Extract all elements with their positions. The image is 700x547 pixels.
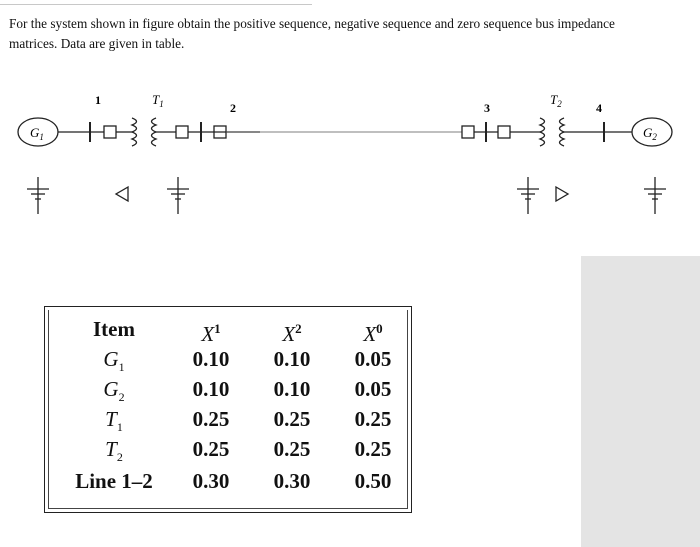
ground-g1-icon [27, 177, 49, 214]
bus-2-label: 2 [230, 101, 236, 115]
table-row [49, 374, 407, 404]
row-x2: 0.10 [273, 377, 311, 401]
header-x2: $X^2$ [282, 321, 302, 346]
row-x1: 0.25 [192, 407, 230, 431]
transformer-1-label: $T_1$ [152, 92, 164, 109]
row-x0: 0.25 [354, 407, 392, 431]
data-table-inner [48, 310, 408, 509]
bus-4-label: 4 [596, 101, 602, 115]
breaker-2 [176, 126, 188, 138]
header-x1: $X^1$ [201, 321, 221, 346]
generator-2-label: $G_2$ [643, 125, 657, 142]
header-item: Item [93, 317, 135, 341]
data-table [44, 306, 412, 513]
table-header-row [49, 314, 407, 344]
bus-3-label: 3 [484, 101, 490, 115]
ground-g2-icon [644, 177, 666, 214]
row-x2: 0.25 [273, 407, 311, 431]
single-line-diagram [0, 82, 700, 232]
row-x2: 0.25 [273, 437, 311, 461]
delta-t1-icon [116, 187, 128, 201]
table-row [49, 434, 407, 464]
generator-1-label: $G_1$ [30, 125, 44, 142]
row-x1: 0.25 [192, 437, 230, 461]
bus-1-label: 1 [95, 93, 101, 107]
row-x1: 0.30 [192, 469, 230, 493]
row-x0: 0.25 [354, 437, 392, 461]
ground-t1-icon [167, 177, 189, 214]
row-x1: 0.10 [192, 347, 230, 371]
transformer-2-secondary [560, 118, 565, 146]
transformer-2-primary [540, 118, 545, 146]
row-x2: 0.30 [273, 469, 311, 493]
gray-panel [581, 256, 700, 547]
breaker-4 [462, 126, 474, 138]
row-item: $T_1$ [105, 407, 123, 435]
row-item: Line 1–2 [75, 469, 153, 493]
row-x1: 0.10 [192, 377, 230, 401]
transformer-1-primary [132, 118, 137, 146]
row-x0: 0.05 [354, 347, 392, 371]
breaker-1 [104, 126, 116, 138]
row-item: $T_2$ [105, 437, 123, 465]
transformer-2-label: $T_2$ [550, 92, 562, 109]
top-divider [0, 4, 312, 5]
row-item: $G_1$ [103, 347, 125, 375]
table-row [49, 404, 407, 434]
header-x0: $X^0$ [363, 321, 383, 346]
delta-t2-icon [556, 187, 568, 201]
ground-t2-icon [517, 177, 539, 214]
table-row [49, 466, 407, 496]
row-item: $G_2$ [103, 377, 125, 405]
table-row [49, 344, 407, 374]
question-text: For the system shown in figure obtain the positive sequence, negative sequence and zero sequence bus impedance matrices. Data are given in table. [9, 16, 615, 51]
breaker-5 [498, 126, 510, 138]
row-x0: 0.50 [354, 469, 392, 493]
row-x2: 0.10 [273, 347, 311, 371]
transformer-1-secondary [152, 118, 157, 146]
row-x0: 0.05 [354, 377, 392, 401]
